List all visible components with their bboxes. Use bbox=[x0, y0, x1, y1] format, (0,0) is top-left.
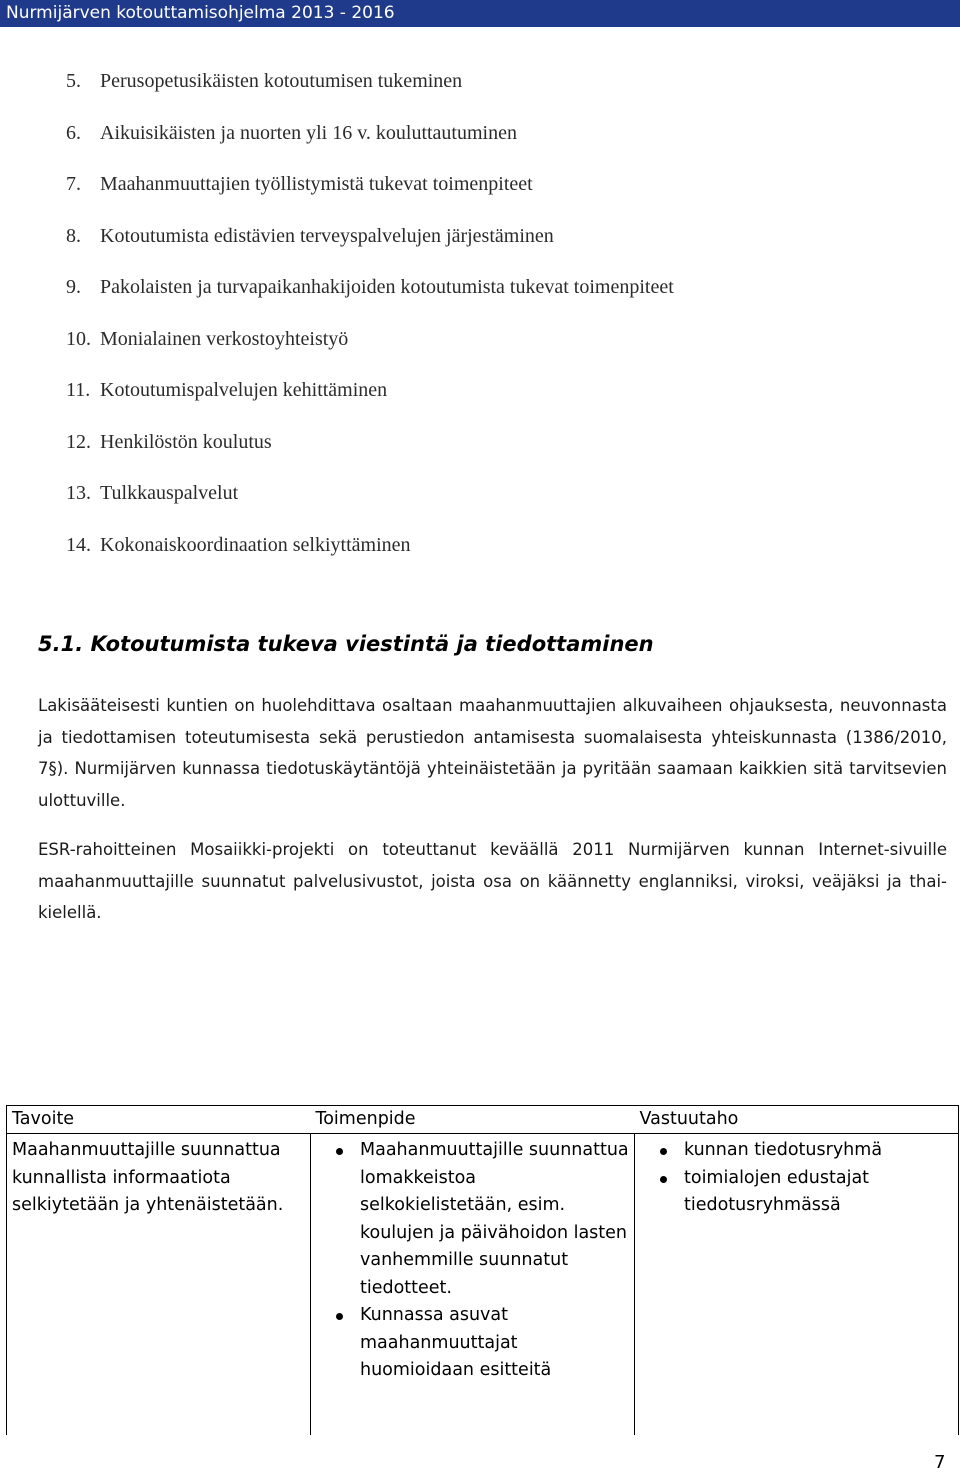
column-header-vastuutaho: Vastuutaho bbox=[635, 1106, 959, 1134]
list-item: toimialojen edustajat tiedotusryhmässä bbox=[640, 1165, 953, 1220]
action-table bbox=[6, 1105, 959, 1435]
list-item: Kunnassa asuvat maahanmuuttajat huomioidaan esitteitä bbox=[316, 1302, 629, 1385]
list-item: 11. Kotoutumispalvelujen kehittäminen bbox=[66, 379, 388, 401]
document-title: Nurmijärven kotouttamisohjelma 2013 - 2016 bbox=[6, 3, 395, 23]
list-item: 8. Kotoutumista edistävien terveyspalvelujen järjestäminen bbox=[66, 224, 554, 247]
bullet-icon bbox=[660, 1176, 667, 1183]
toimenpide-cell bbox=[311, 1134, 635, 1436]
column-header-tavoite: Tavoite bbox=[7, 1106, 311, 1134]
list-item: 13. Tulkkauspalvelut bbox=[66, 482, 239, 504]
list-item: 9. Pakolaisten ja turvapaikanhakijoiden kotoutumista tukevat toimenpiteet bbox=[66, 276, 674, 298]
table-header-row bbox=[7, 1106, 959, 1134]
toimenpide-list bbox=[316, 1137, 629, 1385]
vastuutaho-cell bbox=[635, 1134, 959, 1436]
list-item: 5. Perusopetusikäisten kotoutumisen tukeminen bbox=[66, 70, 463, 92]
document-header bbox=[0, 0, 960, 27]
section-heading: 5.1. Kotoutumista tukeva viestintä ja tiedottaminen bbox=[38, 632, 654, 656]
page-number: 7 bbox=[934, 1452, 946, 1473]
list-item: 12. Henkilöstön koulutus bbox=[66, 430, 272, 453]
body-paragraph: ESR-rahoitteinen Mosaiikki-projekti on toteuttanut keväällä 2011 Nurmijärven kunnan Internet-sivuille maahanmuuttajille suunnatut palvelusivustot, joista osa on käännetty englanniksi, viroksi, veäjäksi ja thai-kielellä. bbox=[38, 840, 947, 922]
list-item: 7. Maahanmuuttajien työllistymistä tukevat toimenpiteet bbox=[66, 173, 533, 195]
list-item: 14. Kokonaiskoordinaation selkiyttäminen bbox=[66, 533, 411, 556]
body-paragraph: Lakisääteisesti kuntien on huolehdittava osaltaan maahanmuuttajien alkuvaiheen ohjauksesta, neuvonnasta ja tiedottamisen toteutumisesta sekä perustiedon antamisesta suomalaisesta yhteiskunnasta (1386/2010, 7§). Nurmijärven kunnassa tiedotuskäytäntöjä yhteinäistetään ja pyritään saamaan kaikkien sitä tarvitsevien ulottuville. bbox=[38, 696, 947, 810]
chapter-list bbox=[66, 66, 674, 581]
bullet-icon bbox=[336, 1313, 343, 1320]
list-item: 6. Aikuisikäisten ja nuorten yli 16 v. kouluttautuminen bbox=[66, 121, 517, 144]
column-header-toimenpide: Toimenpide bbox=[311, 1106, 635, 1134]
list-item: Maahanmuuttajille suunnattua lomakkeistoa selkokielistetään, esim. koulujen ja päivähoidon lasten vanhemmille suunnatut tiedotteet. bbox=[316, 1137, 629, 1302]
vastuutaho-list bbox=[640, 1137, 953, 1220]
tavoite-cell: Maahanmuuttajille suunnattua kunnallista informaatiota selkiytetään ja yhtenäistetään. bbox=[7, 1134, 311, 1436]
list-item: kunnan tiedotusryhmä bbox=[640, 1137, 953, 1165]
list-item: 10. Monialainen verkostoyhteistyö bbox=[66, 327, 349, 350]
table-row bbox=[7, 1134, 959, 1436]
bullet-icon bbox=[336, 1148, 343, 1155]
bullet-icon bbox=[660, 1148, 667, 1155]
